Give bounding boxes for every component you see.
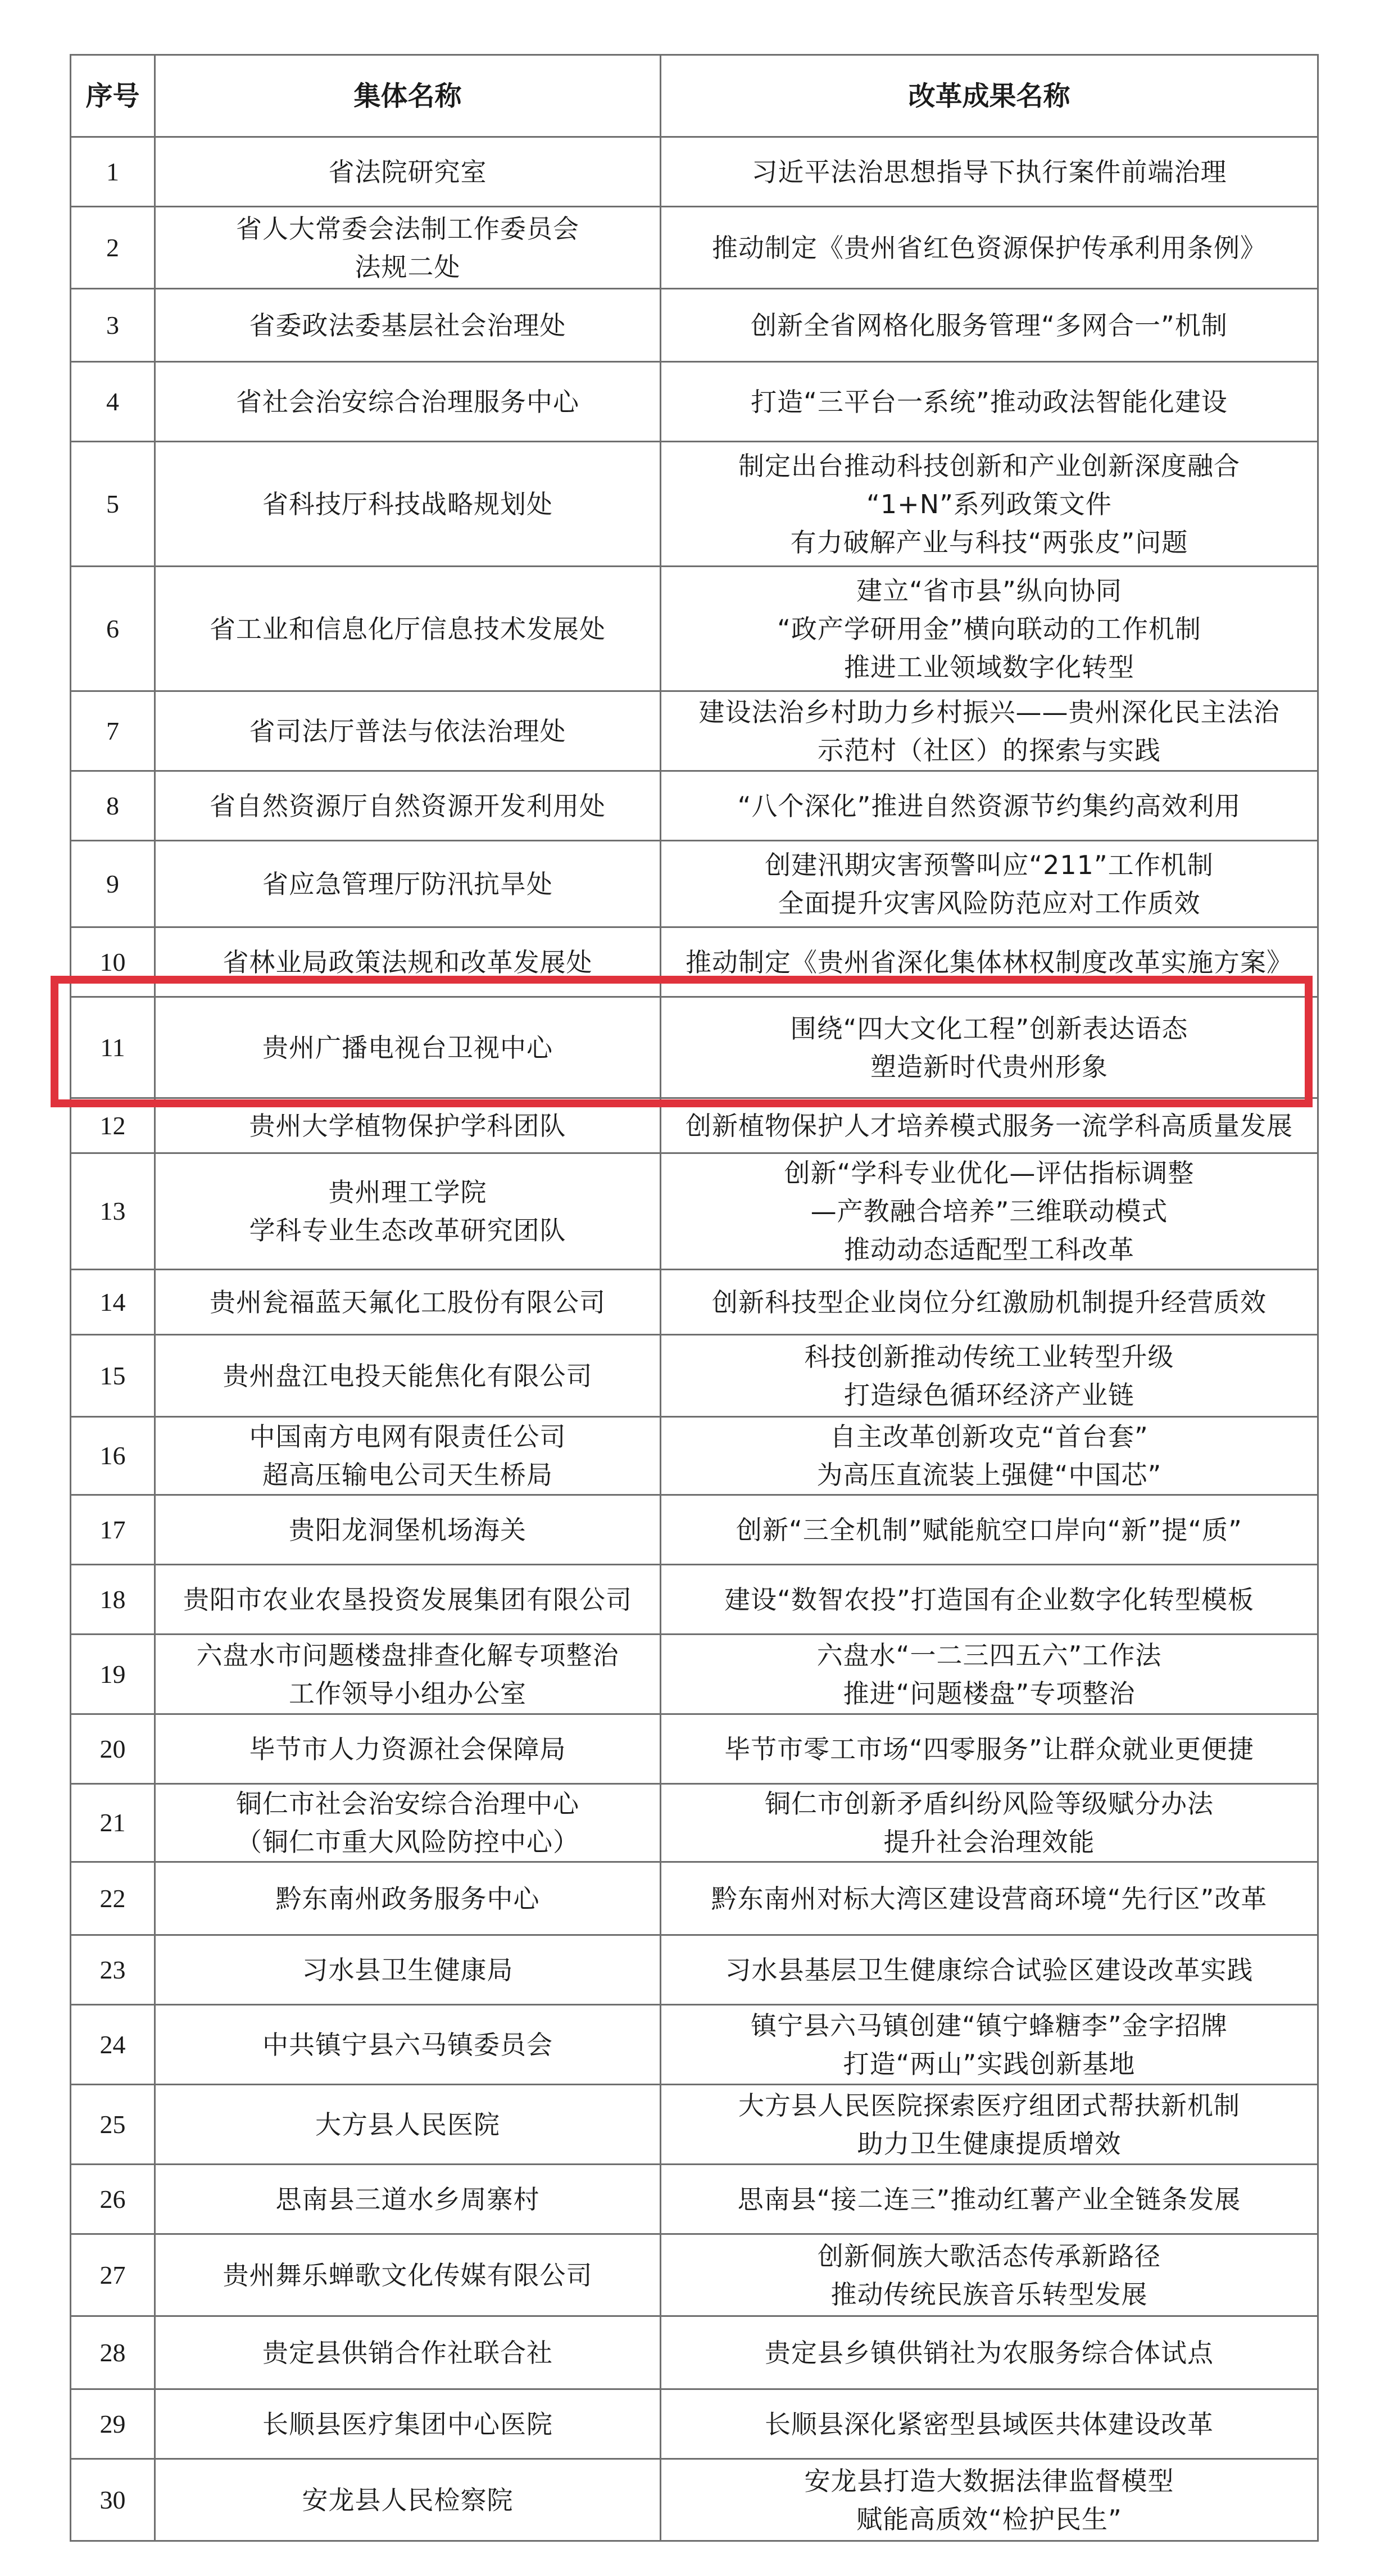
collective-name-cell: 贵州瓮福蓝天氟化工股份有限公司: [155, 1270, 661, 1335]
collective-name-cell: 贵州舞乐蝉歌文化传媒有限公司: [155, 2234, 661, 2316]
row-index: 3: [71, 289, 155, 362]
table-row: [71, 1495, 1318, 1565]
row-index: 27: [71, 2234, 155, 2316]
row-index: 20: [71, 1714, 155, 1784]
row-index: 28: [71, 2316, 155, 2389]
table-row: [71, 1935, 1318, 2005]
row-index: 6: [71, 567, 155, 691]
table-row: [71, 1714, 1318, 1784]
result-name-cell: 大方县人民医院探索医疗组团式帮扶新机制 助力卫生健康提质增效: [661, 2085, 1318, 2165]
result-name-cell: 创新全省网格化服务管理“多网合一”机制: [661, 289, 1318, 362]
table-row: [71, 1098, 1318, 1153]
table-row: [71, 2005, 1318, 2085]
collective-name-cell: 安龙县人民检察院: [155, 2459, 661, 2541]
collective-name-cell: 中共镇宁县六马镇委员会: [155, 2005, 661, 2085]
result-name-cell: 镇宁县六马镇创建“镇宁蜂糖李”金字招牌 打造“两山”实践创新基地: [661, 2005, 1318, 2085]
table-row: [71, 2085, 1318, 2165]
table-row: [71, 927, 1318, 997]
table-row: [71, 1153, 1318, 1270]
collective-name-cell: 贵州理工学院 学科专业生态改革研究团队: [155, 1153, 661, 1270]
result-name-cell: 制定出台推动科技创新和产业创新深度融合 “1+N”系列政策文件 有力破解产业与科技“两张皮”问题: [661, 442, 1318, 567]
row-index: 18: [71, 1565, 155, 1635]
table-row: [71, 771, 1318, 841]
row-index: 13: [71, 1153, 155, 1270]
collective-name-cell: 贵阳龙洞堡机场海关: [155, 1495, 661, 1565]
collective-name-cell: 省工业和信息化厅信息技术发展处: [155, 567, 661, 691]
collective-name-cell: 省林业局政策法规和改革发展处: [155, 927, 661, 997]
result-name-cell: 毕节市零工市场“四零服务”让群众就业更便捷: [661, 1714, 1318, 1784]
result-name-cell: 建设“数智农投”打造国有企业数字化转型模板: [661, 1565, 1318, 1635]
row-index: 29: [71, 2389, 155, 2459]
table-row: [71, 1335, 1318, 1417]
table-row: [71, 2459, 1318, 2541]
table-row: [71, 2234, 1318, 2316]
row-index: 24: [71, 2005, 155, 2085]
row-index: 23: [71, 1935, 155, 2005]
result-name-cell: 推动制定《贵州省深化集体林权制度改革实施方案》: [661, 927, 1318, 997]
collective-name-cell: 省应急管理厅防汛抗旱处: [155, 841, 661, 927]
collective-name-cell: 省自然资源厅自然资源开发利用处: [155, 771, 661, 841]
result-name-cell: 习水县基层卫生健康综合试验区建设改革实践: [661, 1935, 1318, 2005]
collective-name-cell: 贵州大学植物保护学科团队: [155, 1098, 661, 1153]
row-index: 16: [71, 1417, 155, 1495]
result-name-cell: 铜仁市创新矛盾纠纷风险等级赋分办法 提升社会治理效能: [661, 1784, 1318, 1862]
table-row: [71, 1862, 1318, 1935]
result-name-cell: 贵定县乡镇供销社为农服务综合体试点: [661, 2316, 1318, 2389]
row-index: 10: [71, 927, 155, 997]
row-index: 25: [71, 2085, 155, 2165]
row-index: 11: [71, 997, 155, 1098]
collective-name-cell: 大方县人民医院: [155, 2085, 661, 2165]
row-index: 14: [71, 1270, 155, 1335]
table-row: [71, 362, 1318, 442]
collective-name-cell: 省委政法委基层社会治理处: [155, 289, 661, 362]
row-index: 2: [71, 207, 155, 289]
result-name-cell: 创新植物保护人才培养模式服务一流学科高质量发展: [661, 1098, 1318, 1153]
row-index: 15: [71, 1335, 155, 1417]
result-name-cell: 习近平法治思想指导下执行案件前端治理: [661, 137, 1318, 207]
collective-name-cell: 贵定县供销合作社联合社: [155, 2316, 661, 2389]
result-name-cell: 推动制定《贵州省红色资源保护传承利用条例》: [661, 207, 1318, 289]
result-name-cell: 自主改革创新攻克“首台套” 为高压直流装上强健“中国芯”: [661, 1417, 1318, 1495]
header-index: 序号: [71, 55, 155, 137]
row-index: 1: [71, 137, 155, 207]
collective-name-cell: 省社会治安综合治理服务中心: [155, 362, 661, 442]
result-name-cell: 创新侗族大歌活态传承新路径 推动传统民族音乐转型发展: [661, 2234, 1318, 2316]
table-row: [71, 2389, 1318, 2459]
collective-name-cell: 习水县卫生健康局: [155, 1935, 661, 2005]
row-index: 7: [71, 691, 155, 771]
result-name-cell: 建立“省市县”纵向协同 “政产学研用金”横向联动的工作机制 推进工业领域数字化转型: [661, 567, 1318, 691]
collective-name-cell: 黔东南州政务服务中心: [155, 1862, 661, 1935]
result-name-cell: 科技创新推动传统工业转型升级 打造绿色循环经济产业链: [661, 1335, 1318, 1417]
result-name-cell: 打造“三平台一系统”推动政法智能化建设: [661, 362, 1318, 442]
row-index: 8: [71, 771, 155, 841]
result-name-cell: 思南县“接二连三”推动红薯产业全链条发展: [661, 2165, 1318, 2234]
result-name-cell: 创新科技型企业岗位分红激励机制提升经营质效: [661, 1270, 1318, 1335]
table-row: [71, 691, 1318, 771]
table-row: [71, 841, 1318, 927]
result-name-cell: 六盘水“一二三四五六”工作法 推进“问题楼盘”专项整治: [661, 1635, 1318, 1714]
row-index: 19: [71, 1635, 155, 1714]
table-header-row: [71, 55, 1318, 137]
result-name-cell: 长顺县深化紧密型县域医共体建设改革: [661, 2389, 1318, 2459]
table-row: [71, 2165, 1318, 2234]
header-result-name: 改革成果名称: [661, 55, 1318, 137]
row-index: 21: [71, 1784, 155, 1862]
collective-name-cell: 毕节市人力资源社会保障局: [155, 1714, 661, 1784]
row-index: 12: [71, 1098, 155, 1153]
table-row: [71, 2316, 1318, 2389]
table-row: [71, 997, 1318, 1098]
collective-name-cell: 贵州广播电视台卫视中心: [155, 997, 661, 1098]
row-index: 9: [71, 841, 155, 927]
result-name-cell: 安龙县打造大数据法律监督模型 赋能高质效“检护民生”: [661, 2459, 1318, 2541]
result-name-cell: 创新“学科专业优化—评估指标调整 —产教融合培养”三维联动模式 推动动态适配型工科改革: [661, 1153, 1318, 1270]
collective-name-cell: 思南县三道水乡周寨村: [155, 2165, 661, 2234]
table-row: [71, 289, 1318, 362]
collective-name-cell: 省司法厅普法与依法治理处: [155, 691, 661, 771]
result-name-cell: 围绕“四大文化工程”创新表达语态 塑造新时代贵州形象: [661, 997, 1318, 1098]
table-body: [71, 137, 1318, 2541]
collective-name-cell: 贵州盘江电投天能焦化有限公司: [155, 1335, 661, 1417]
row-index: 22: [71, 1862, 155, 1935]
table-row: [71, 1270, 1318, 1335]
table-row: [71, 1635, 1318, 1714]
result-name-cell: “八个深化”推进自然资源节约集约高效利用: [661, 771, 1318, 841]
table-row: [71, 1565, 1318, 1635]
collective-name-cell: 六盘水市问题楼盘排查化解专项整治 工作领导小组办公室: [155, 1635, 661, 1714]
row-index: 5: [71, 442, 155, 567]
collective-name-cell: 贵阳市农业农垦投资发展集团有限公司: [155, 1565, 661, 1635]
collective-name-cell: 铜仁市社会治安综合治理中心 （铜仁市重大风险防控中心）: [155, 1784, 661, 1862]
row-index: 4: [71, 362, 155, 442]
result-name-cell: 创建汛期灾害预警叫应“211”工作机制 全面提升灾害风险防范应对工作质效: [661, 841, 1318, 927]
collective-name-cell: 省人大常委会法制工作委员会 法规二处: [155, 207, 661, 289]
table-row: [71, 1784, 1318, 1862]
collective-name-cell: 中国南方电网有限责任公司 超高压输电公司天生桥局: [155, 1417, 661, 1495]
row-index: 30: [71, 2459, 155, 2541]
reform-results-table: [70, 54, 1319, 2542]
collective-name-cell: 省法院研究室: [155, 137, 661, 207]
result-name-cell: 创新“三全机制”赋能航空口岸向“新”提“质”: [661, 1495, 1318, 1565]
collective-name-cell: 长顺县医疗集团中心医院: [155, 2389, 661, 2459]
collective-name-cell: 省科技厅科技战略规划处: [155, 442, 661, 567]
table-row: [71, 207, 1318, 289]
row-index: 17: [71, 1495, 155, 1565]
table-row: [71, 137, 1318, 207]
result-name-cell: 建设法治乡村助力乡村振兴——贵州深化民主法治 示范村（社区）的探索与实践: [661, 691, 1318, 771]
result-name-cell: 黔东南州对标大湾区建设营商环境“先行区”改革: [661, 1862, 1318, 1935]
table-row: [71, 442, 1318, 567]
table-row: [71, 1417, 1318, 1495]
row-index: 26: [71, 2165, 155, 2234]
table-row: [71, 567, 1318, 691]
header-collective-name: 集体名称: [155, 55, 661, 137]
